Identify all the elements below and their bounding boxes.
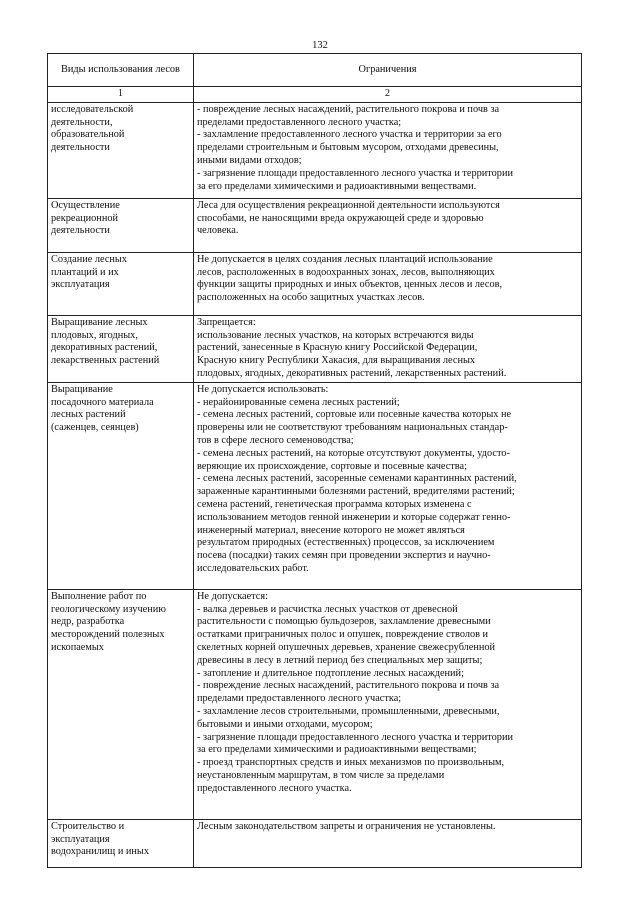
restriction-line: скелетных корней опушечных деревьев, хранение свежесрубленной (197, 641, 496, 653)
restriction-line: - семена лесных растений, засоренные семенами карантинных растений, (197, 473, 517, 485)
usage-type-line: деятельности, (51, 116, 113, 128)
usage-type-line: ископаемых (51, 641, 104, 653)
restriction-line: - захламление лесов строительными, промышленными, древесными, (197, 705, 500, 717)
restriction-line: пределами предоставленного лесного участка; (197, 116, 402, 128)
table-header-row (48, 54, 582, 87)
restriction-line: - проезд транспортных средств и иных механизмов по произвольным, (197, 757, 505, 769)
restriction-line: использование лесных участков, на которых встречаются виды (197, 329, 474, 341)
usage-type-line: месторождений полезных (51, 629, 165, 641)
usage-type-line: лекарственных растений (51, 355, 160, 367)
restriction-line: Запрещается: (197, 316, 256, 328)
restriction-line: бытовыми и иными отходами, мусором; (197, 718, 373, 730)
restriction-line: пределами предоставленного лесного участка; (197, 693, 402, 705)
restriction-line: - повреждение лесных насаждений, растительного покрова и почв за (197, 680, 500, 692)
restriction-line: - загрязнение площади предоставленного лесного участка и территории (197, 167, 513, 179)
usage-type-cell (48, 315, 194, 382)
usage-type-line: эксплуатация (51, 279, 110, 291)
restriction-line: Не допускается использовать: (197, 383, 329, 395)
usage-type-line: Осуществление (51, 199, 120, 211)
restriction-line: иными видами отходов; (197, 154, 302, 166)
restriction-line: - валка деревьев и расчистка лесных участков от древесной (197, 603, 458, 615)
restriction-cell (194, 102, 582, 198)
column-number-2: 2 (194, 87, 582, 103)
usage-type-cell (48, 819, 194, 867)
restriction-line: предоставленного лесного участка. (197, 782, 352, 794)
usage-type-cell (48, 382, 194, 589)
column-number-row (48, 87, 582, 103)
restriction-line: - затопление и длительное подтопление лесных насаждений; (197, 667, 464, 679)
table-row (48, 589, 582, 819)
restriction-line: инженерный материал, внесение которого не может являться (197, 524, 465, 536)
table-row (48, 198, 582, 252)
usage-type-line: (саженцев, сеянцев) (51, 422, 139, 434)
column-number-1: 1 (48, 87, 194, 103)
restriction-line: посева (посадки) таких семян при проведении экспертиз и научно- (197, 550, 491, 562)
usage-type-line: Выполнение работ по (51, 590, 147, 602)
restriction-line: результатом природных (естественных) процессов, за исключением (197, 537, 495, 549)
restriction-line: функции защиты природных и иных объектов, ценных лесов и лесов, (197, 279, 503, 291)
usage-type-line: водохранилищ и иных (51, 846, 149, 858)
usage-type-cell (48, 198, 194, 252)
restriction-cell (194, 198, 582, 252)
restriction-line: тов в сфере лесного семеноводства; (197, 434, 354, 446)
usage-type-cell (48, 589, 194, 819)
page-number: 132 (312, 40, 328, 51)
usage-type-cell (48, 102, 194, 198)
restriction-line: Лесным законодательством запреты и ограничения не установлены. (197, 820, 496, 832)
restriction-line: растительности с помощью бульдозеров, захламление древесными (197, 616, 491, 628)
restriction-line: - повреждение лесных насаждений, растительного покрова и почв за (197, 103, 500, 115)
restriction-line: Не допускается в целях создания лесных плантаций использование (197, 253, 493, 265)
usage-type-line: плантаций и их (51, 266, 119, 278)
restriction-line: за его пределами химическими и радиоактивными веществами. (197, 180, 477, 192)
restriction-line: Леса для осуществления рекреационной деятельности используются (197, 199, 500, 211)
restriction-line: лесов, расположенных в водоохранных зонах, лесов, выполняющих (197, 266, 495, 278)
table-row (48, 819, 582, 867)
usage-type-line: Выращивание лесных (51, 316, 148, 328)
restriction-line: за его пределами химическими и радиоактивными веществами; (197, 744, 477, 756)
restriction-line: Не допускается: (197, 590, 268, 602)
restriction-line: - загрязнение площади предоставленного лесного участка и территории (197, 731, 513, 743)
restriction-line: пределами строительным и бытовым мусором, отходами древесины, (197, 142, 499, 154)
restriction-line: способами, не наносящими вреда окружающей среде и здоровью (197, 212, 484, 224)
usage-type-line: Выращивание (51, 383, 113, 395)
usage-type-line: эксплуатация (51, 833, 110, 845)
restriction-line: растений, занесенные в Красную книгу Российской Федерации, (197, 342, 478, 354)
restriction-line: семена растений, генетическая программа которых изменена с (197, 498, 472, 510)
restriction-cell (194, 382, 582, 589)
restriction-line: плодовых, ягодных, декоративных растений, лекарственных растений. (197, 367, 507, 379)
restriction-cell (194, 589, 582, 819)
restriction-line: зараженные карантинными болезнями растений, вредителями растений; (197, 486, 515, 498)
restriction-line: остатками приграничных полос и опушек, повреждение стволов и (197, 629, 489, 641)
restriction-line: - нерайонированные семена лесных растений; (197, 396, 400, 408)
restriction-line: проверены или не соответствуют требованиям национальных стандар- (197, 422, 508, 434)
usage-type-line: исследовательской (51, 103, 134, 115)
restriction-line: использованием методов генной инженерии и которые содержат генно- (197, 511, 511, 523)
restriction-cell (194, 819, 582, 867)
usage-type-line: геологическому изучению (51, 603, 166, 615)
usage-type-line: посадочного материала (51, 396, 154, 408)
usage-type-line: Создание лесных (51, 253, 127, 265)
restriction-line: - семена лесных растений, на которые отсутствуют документы, удосто- (197, 447, 510, 459)
usage-type-line: деятельности (51, 142, 110, 154)
restrictions-table (47, 53, 582, 868)
restriction-line: человека. (197, 225, 239, 237)
table-row (48, 252, 582, 315)
restriction-line: расположенных на особо защитных участках лесов. (197, 292, 425, 304)
restriction-line: неустановленным маршрутам, в том числе за пределами (197, 769, 445, 781)
restriction-cell (194, 315, 582, 382)
header-usage-types: Виды использования лесов (48, 54, 194, 87)
usage-type-line: декоративных растений, (51, 342, 158, 354)
usage-type-line: недр, разработка (51, 616, 125, 628)
usage-type-cell (48, 252, 194, 315)
restriction-line: Красную книгу Республики Хакасия, для выращивания лесных (197, 355, 476, 367)
restriction-line: - захламление предоставленного лесного участка и территории за его (197, 129, 502, 141)
restriction-line: исследовательских работ. (197, 562, 309, 574)
usage-type-line: лесных растений (51, 409, 126, 421)
table-row (48, 315, 582, 382)
restriction-line: - семена лесных растений, сортовые или посевные качества которых не (197, 409, 512, 421)
usage-type-line: деятельности (51, 225, 110, 237)
table-row (48, 102, 582, 198)
usage-type-line: рекреационной (51, 212, 118, 224)
restriction-line: древесины в лесу в летний период без специальных мер защиты; (197, 654, 483, 666)
usage-type-line: образовательной (51, 129, 125, 141)
usage-type-line: плодовых, ягодных, (51, 329, 138, 341)
usage-type-line: Строительство и (51, 820, 125, 832)
table-body (48, 102, 582, 867)
restriction-cell (194, 252, 582, 315)
restriction-line: веряющие их происхождение, сортовые и посевные качества; (197, 460, 467, 472)
header-restrictions: Ограничения (194, 54, 582, 87)
table-row (48, 382, 582, 589)
